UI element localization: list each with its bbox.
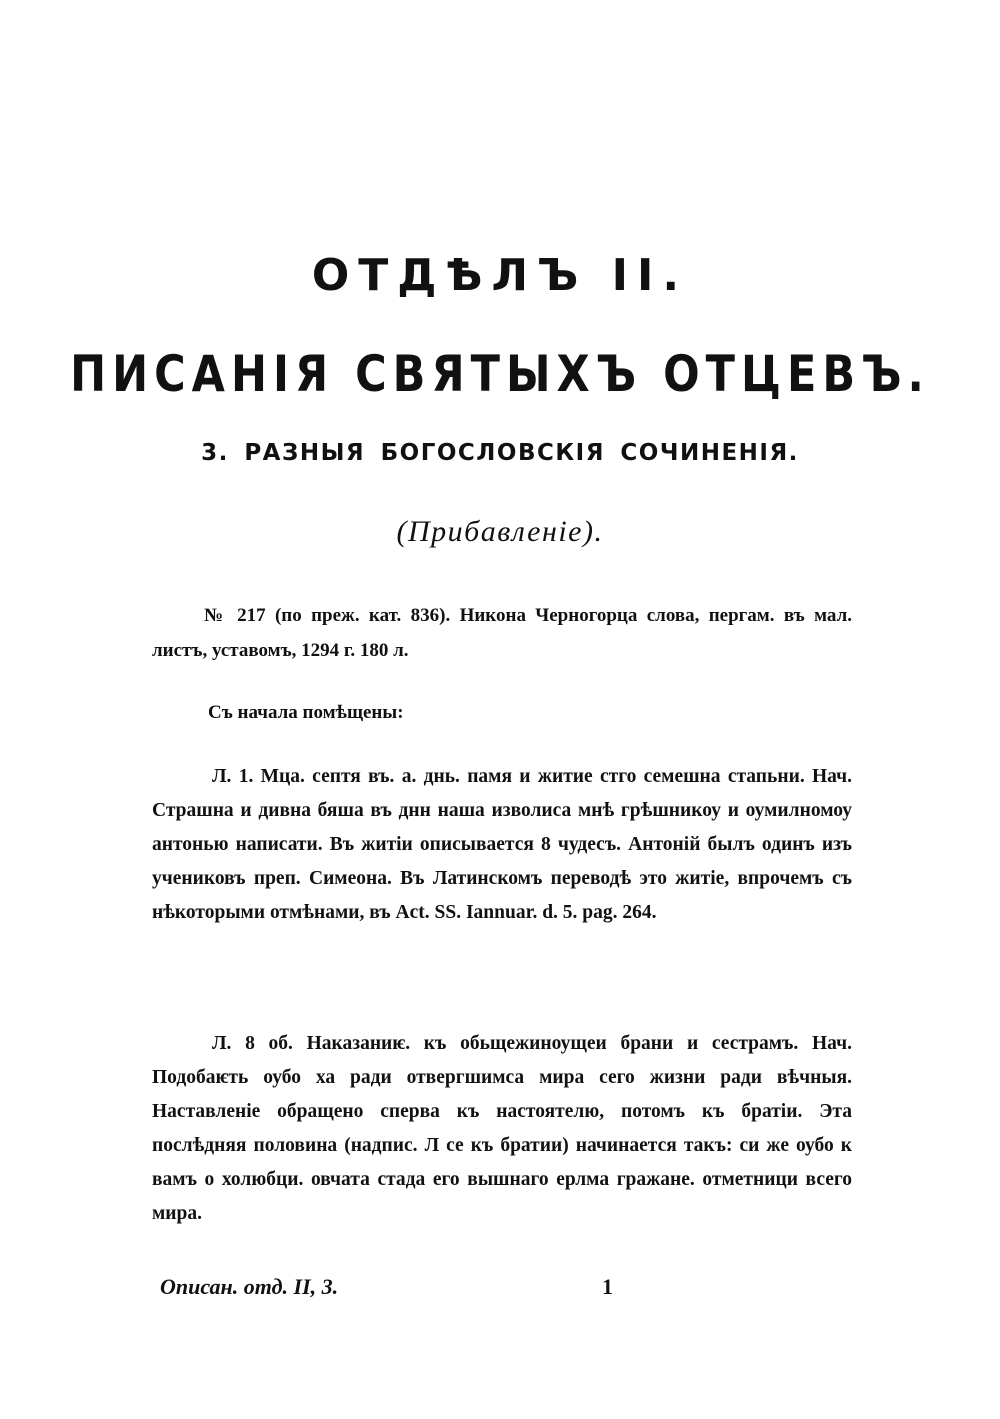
section-title: ПИСАНІЯ СВЯТЫХЪ ОТЦЕВЪ. bbox=[70, 345, 930, 403]
catalog-entry-heading: № 217 (по преж. кат. 836). Никона Черногорца слова, пергам. въ мал. листъ, уставомъ, 1294 г. 180 л. bbox=[152, 605, 852, 661]
subsection-title: 3. РАЗНЫЯ БОГОСЛОВСКІЯ СОЧИНЕНІЯ. bbox=[201, 440, 799, 466]
paragraph-leaf-1: Л. 1. Мца. септя въ. а. днь. памя и житие стго семешна стапьни. Нач. Страшна и дивна бяша въ днн наша изволиса мнѣ грѣшникоу и оумилномоу антонью написати. Въ житіи описывается 8 чудесъ. Антоній былъ одинъ изъ учениковъ преп. Симеона. Въ Латинскомъ переводѣ это житіе, впрочемъ съ нѣкоторыми отмѣнами, въ Act. SS. Iannuar. d. 5. pag. 264. bbox=[152, 766, 852, 923]
entry-intro: Съ начала помѣщены: bbox=[208, 702, 404, 723]
signature-mark: Описан. отд. II, 3. bbox=[160, 1274, 339, 1299]
addendum-note: (Прибавленіе). bbox=[396, 515, 604, 548]
paragraph-leaf-8: Л. 8 об. Наказаниѥ. къ обьщежиноущеи брани и сестрамъ. Нач. Подобаѥть оубо ха ради отвергшимса мира сего жизни ради вѣчныя. Наставленіе обращено сперва къ настоятелю, потомъ къ братіи. Эта послѣдняя половина (надпис. Л се къ братии) начинается такъ: си же оубо к вамъ о холюбци. овчата стада его вышнаго ерлма гражане. отметници всего мира. bbox=[152, 1033, 852, 1224]
page-number: 1 bbox=[602, 1274, 613, 1299]
section-heading: ОТДѢЛЪ II. bbox=[311, 250, 689, 301]
